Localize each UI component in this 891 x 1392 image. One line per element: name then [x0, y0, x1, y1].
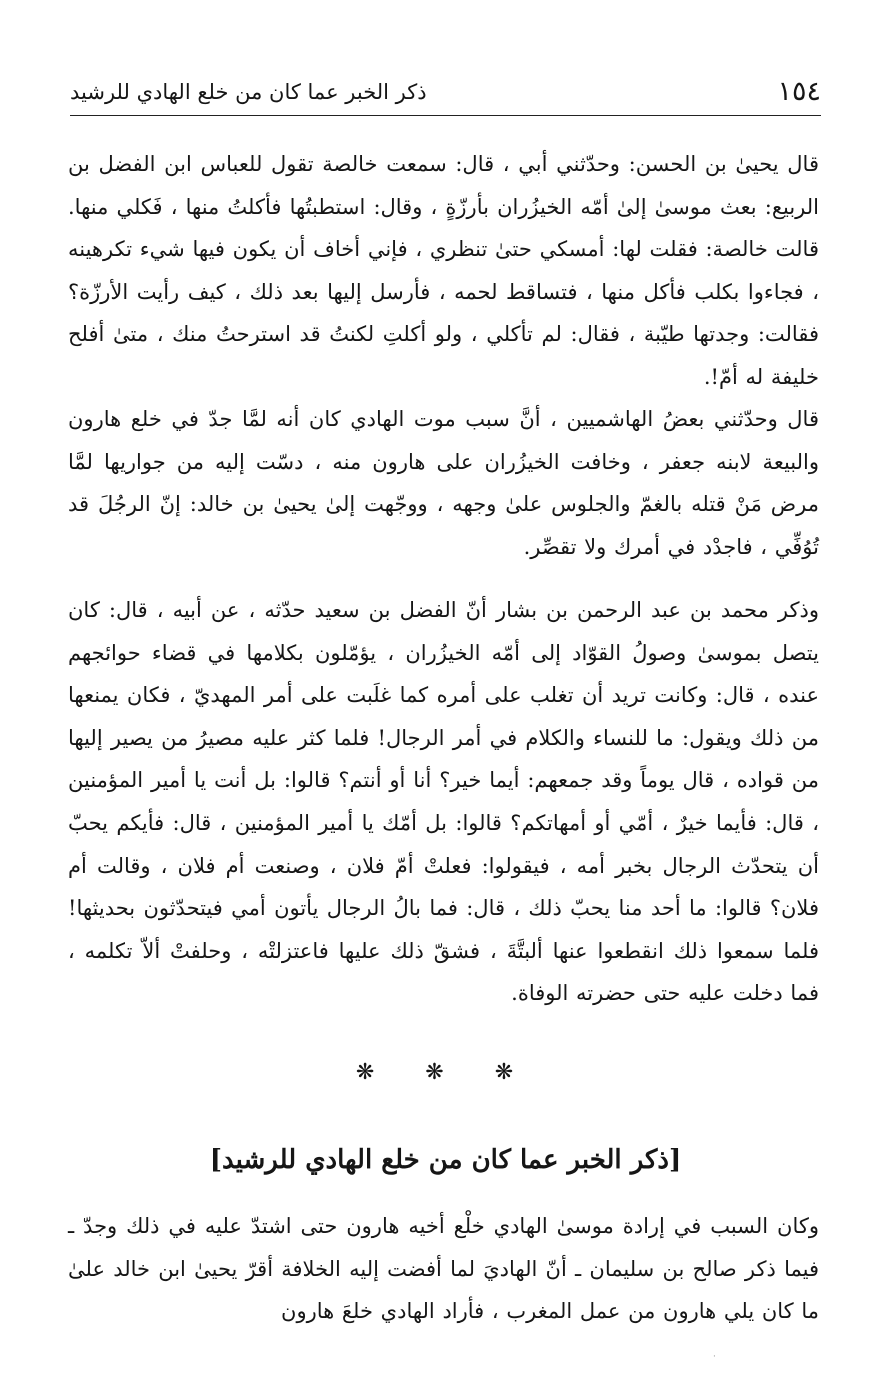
- print-speck: ·: [713, 1352, 716, 1362]
- section-heading: [ذكر الخبر عما كان من خلع الهادي للرشيد]: [209, 1145, 682, 1175]
- section-separator: ❋ ❋ ❋: [355, 1060, 536, 1085]
- paragraph-1: قال يحيىٰ بن الحسن: وحدّثني أبي ، قال: سمعت خالصة تقول للعباس ابن الفضل بن الربيع: بعث موسىٰ إلىٰ أمّه الخيزُران بأرزّةٍ ، وقال: استطبتُها فأكلتُ منها ، فَكلي منها. قالت خالصة: فقلت لها: أمسكي حتىٰ تنظري ، فإني أخاف أن يكون فيها شيء تكرهينه ، فجاءوا بكلب فأكل منها ، فتساقط لحمه ، فأرسل إليها بعد ذلك ، كيف رأيت الأرزّة؟ فقالت: وجدتها طيّبة ، فقال: لم تأكلي ، ولو أكلتِ لكنتُ قد استرحتُ منك ، متىٰ أفلح خليفة له أمّ!.: [68, 152, 819, 389]
- page-header: [70, 72, 821, 116]
- paragraph-2: قال وحدّثني بعضُ الهاشميين ، أنَّ سبب موت الهادي كان أنه لمَّا جدّ في خلع هارون والبيعة لابنه جعفر ، وخافت الخيزُران على هارون منه ، دسّت إليه من جواريها لمَّا مرض مَنْ قتله بالغمّ والجلوس علىٰ وجهه ، ووجّهت إلىٰ يحيىٰ بن خالد: إنّ الرجُلَ قد تُوُفِّي ، فاجدْد في أمرك ولا تقصِّر.: [68, 407, 819, 559]
- page-number: ١٥٤: [777, 76, 821, 107]
- paragraph-4: وكان السبب في إرادة موسىٰ الهادي خلْع أخيه هارون حتى اشتدّ عليه في ذلك وجدّ ـ فيما ذكر صالح بن سليمان ـ أنّ الهاديَ لما أفضت إليه الخلافة أقرّ يحيىٰ ابن خالد علىٰ ما كان يلي هارون من عمل المغرب ، فأراد الهادي خلعَ هارون: [68, 1214, 819, 1324]
- running-title: ذكر الخبر عما كان من خلع الهادي للرشيد: [70, 80, 427, 104]
- paragraph-3: وذكر محمد بن عبد الرحمن بن بشار أنّ الفضل بن سعيد حدّثه ، عن أبيه ، قال: كان يتصل بموسىٰ وصولُ القوّاد إلى أمّه الخيزُران ، يؤمّلون بكلامها في قضاء حوائجهم عنده ، قال: وكانت تريد أن تغلب على أمره كما غلَبت على أمر المهديّ ، فكان يمنعها من ذلك ويقول: ما للنساء والكلام في أمر الرجال! فلما كثر عليه مصيرُ من يصير إليها من قواده ، قال يوماً وقد جمعهم: أيما خير؟ أنا أو أنتم؟ قالوا: بل أنت يا أمير المؤمنين ، قال: فأيما خيرٌ ، أمّي أو أمهاتكم؟ قالوا: بل أمّك يا أمير المؤمنين ، قال: فأيكم يحبّ أن يتحدّث الرجال بخبر أمه ، فيقولوا: فعلتْ أمّ فلان ، وصنعت أم فلان ، وقالت أم فلان؟ قالوا: ما أحد منا يحبّ ذلك ، قال: فما بالُ الرجال يأتون أمي فيتحدّثون بحديثها! فلما سمعوا ذلك انقطعوا عنها ألبتَّةَ ، فشقّ ذلك عليها فاعتزلتْه ، وحلفتْ ألاّ تكلمه ، فما دخلت عليه حتى حضرته الوفاة.: [68, 598, 819, 1006]
